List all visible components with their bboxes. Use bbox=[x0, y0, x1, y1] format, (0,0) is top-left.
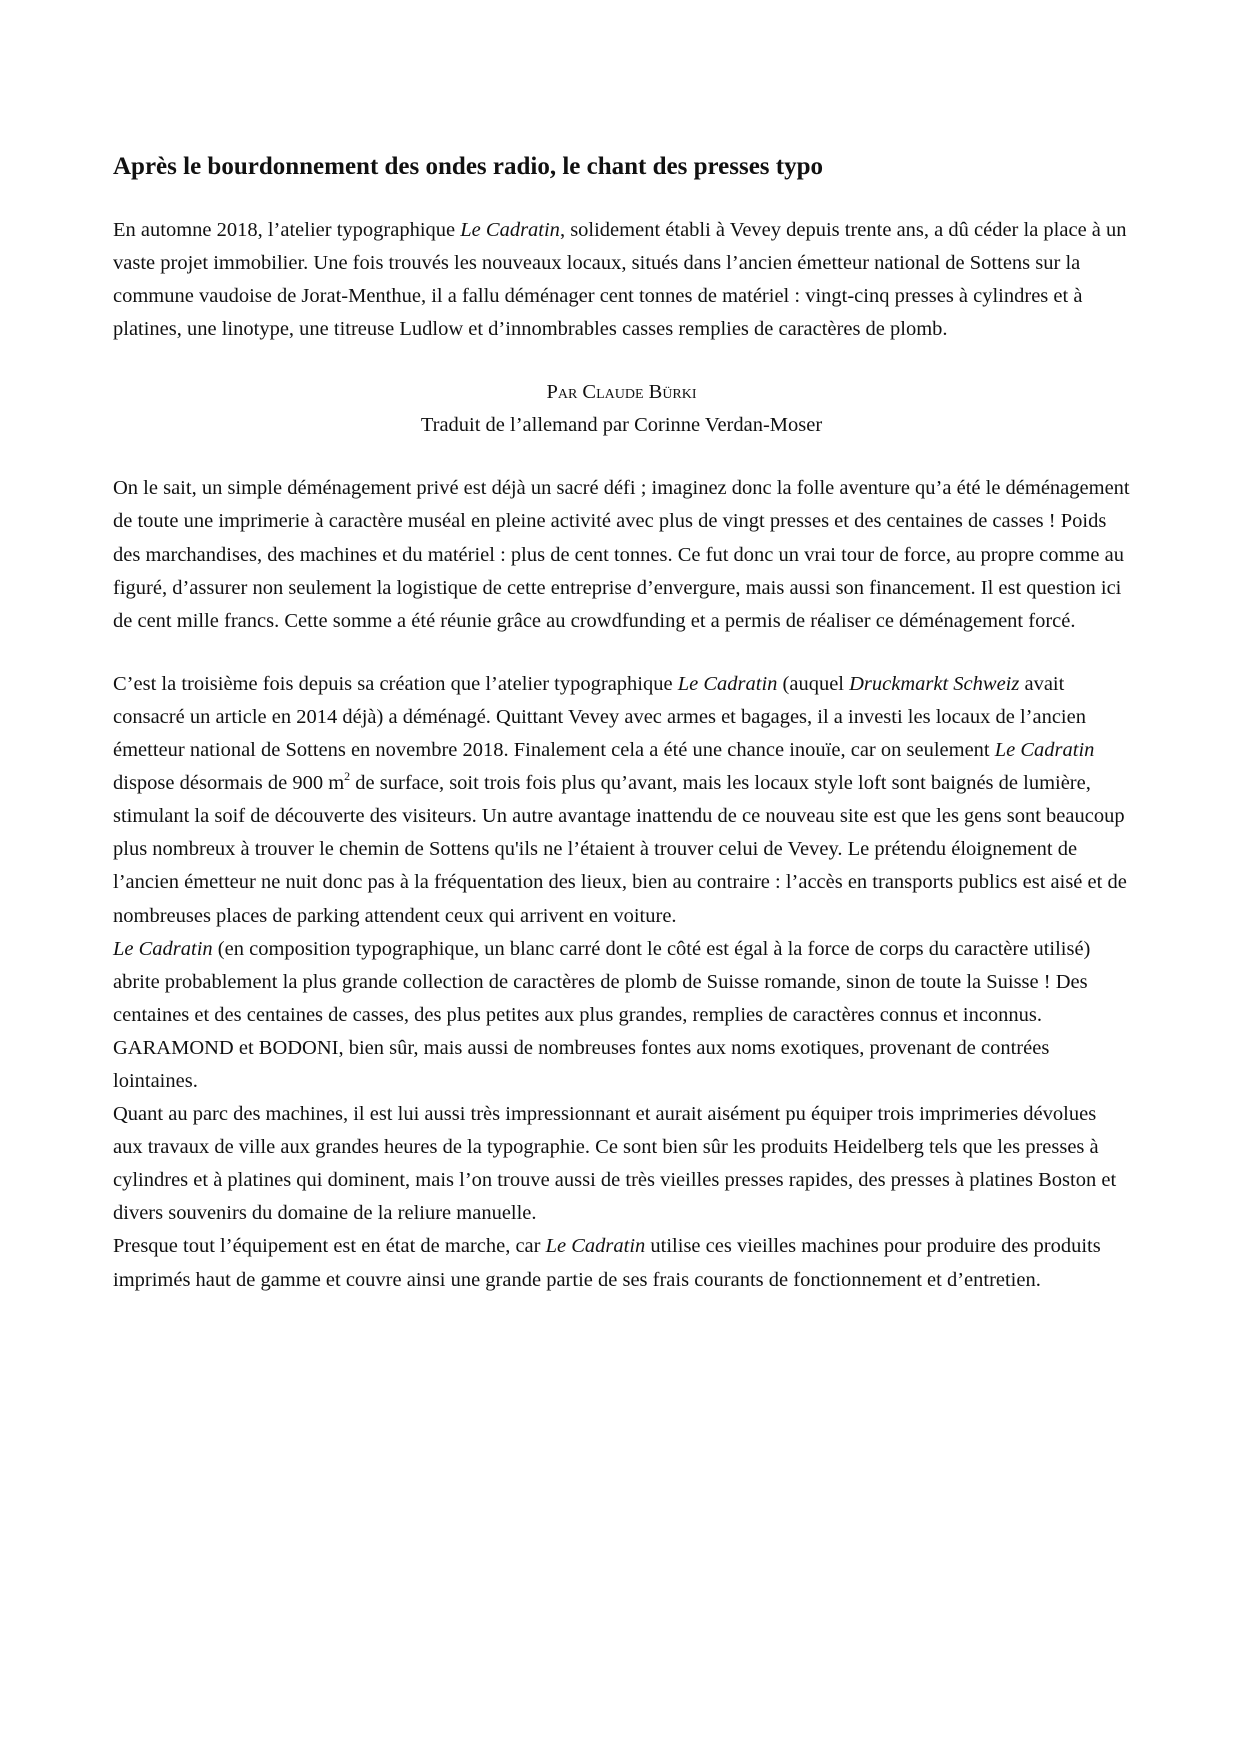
byline-author: Par Claude Bürki bbox=[546, 381, 697, 404]
p2-text-3: avait consacré un article en 2014 déjà) a déménagé. Quittant Vevey avec armes et bagages, il a investi les locaux de l’ancien émetteur national de Sottens en novembre 2018. Finalement cela a été une chance inouïe, car on seulement bbox=[113, 672, 1086, 762]
paragraph-2 bbox=[113, 668, 1130, 933]
paragraph-3 bbox=[113, 933, 1130, 1098]
p2-text-1: C’est la troisième fois depuis sa création que l’atelier typographique bbox=[113, 672, 678, 695]
p2-text-5: de surface, soit trois fois plus qu’avant, mais les locaux style loft sont baignés de lumière, stimulant la soif de découverte des visiteurs. Un autre avantage inattendu de ce nouveau site est que les gens sont beaucoup plus nombreux à trouver le chemin de Sottens qu'ils ne l’étaient à trouver celui de Vevey. Le prétendu éloignement de l’ancien émetteur ne nuit donc pas à la fréquentation des lieux, bien au contraire : l’accès en transports publics est aisé et de nombreuses places de parking attendent ceux qui arrivent en voiture. bbox=[113, 772, 1127, 927]
lead-text-1: En automne 2018, l’atelier typographique bbox=[113, 219, 461, 241]
article-lead bbox=[113, 214, 1130, 346]
p5-text-1: Presque tout l’équipement est en état de marche, car bbox=[113, 1235, 546, 1258]
byline bbox=[113, 376, 1130, 442]
p2-italic-cadratin-2: Le Cadratin bbox=[994, 739, 1095, 762]
paragraph-4: Quant au parc des machines, il est lui aussi très impressionnant et aurait aisément pu équiper trois imprimeries dévolues aux travaux de ville aux grandes heures de la typographie. Ce sont bien sûr les produits Heidelberg tels que les presses à cylindres et à platines qui dominent, mais l’on trouve aussi de très vieilles presses rapides, des presses à platines Boston et divers souvenirs du domaine de la reliure manuelle. bbox=[113, 1103, 1117, 1225]
p2-text-2: (auquel bbox=[777, 672, 850, 695]
p3-italic-cadratin: Le Cadratin bbox=[113, 937, 213, 960]
paragraph-1: On le sait, un simple déménagement privé est déjà un sacré défi ; imaginez donc la folle aventure qu’a été le déménagement de toute une imprimerie à caractère muséal en pleine activité avec plus de vingt presses et des centaines de casses ! Poids des marchandises, des machines et du matériel : plus de cent tonnes. Ce fut donc un vrai tour de force, au propre comme au figuré, d’assurer non seulement la logistique de cette entreprise d’envergure, mais aussi son financement. Il est question ici de cent mille francs. Cette somme a été réunie grâce au crowdfunding et a permis de réaliser ce déménagement forcé. bbox=[113, 477, 1130, 632]
lead-italic-cadratin: Le Cadratin bbox=[460, 219, 560, 241]
lead-text-2: , solidement établi à Vevey depuis trente ans, a dû céder la place à un vaste projet immobilier. Une fois trouvés les nouveaux locaux, situés dans l’ancien émetteur national de Sottens sur la commune vaudoise de Jorat-Menthue, il a fallu déménager cent tonnes de matériel : vingt-cinq presses à cylindres et à platines, une linotype, une titreuse Ludlow et d’innombrables casses remplies de caractères de plomb. bbox=[113, 219, 1127, 341]
p2-text-4: dispose désormais de 900 m bbox=[113, 772, 345, 795]
p2-italic-druckmarkt: Druckmarkt Schweiz bbox=[849, 672, 1020, 695]
article-title: Après le bourdonnement des ondes radio, le chant des presses typo bbox=[113, 153, 823, 180]
p5-text-2: utilise ces vieilles machines pour produire des produits imprimés haut de gamme et couvre ainsi une grande partie de ses frais courants de fonctionnement et d’entretien. bbox=[113, 1235, 1101, 1291]
p2-italic-cadratin: Le Cadratin bbox=[677, 672, 778, 695]
p3-text-1: (en composition typographique, un blanc carré dont le côté est égal à la force de corps du caractère utilisé) abrite probablement la plus grande collection de caractères de plomb de Suisse romande, sinon de toute la Suisse ! Des centaines et des centaines de casses, des plus petites aux plus grandes, remplies de caractères connus et inconnus. GARAMOND et BODONI, bien sûr, mais aussi de nombreuses fontes aux noms exotiques, provenant de contrées lointaines. bbox=[113, 937, 1091, 1092]
p2-superscript: 2 bbox=[344, 769, 351, 784]
paragraph-5 bbox=[113, 1230, 1130, 1296]
p5-italic-cadratin: Le Cadratin bbox=[545, 1235, 646, 1258]
byline-translator: Traduit de l’allemand par Corinne Verdan-Moser bbox=[420, 414, 823, 437]
